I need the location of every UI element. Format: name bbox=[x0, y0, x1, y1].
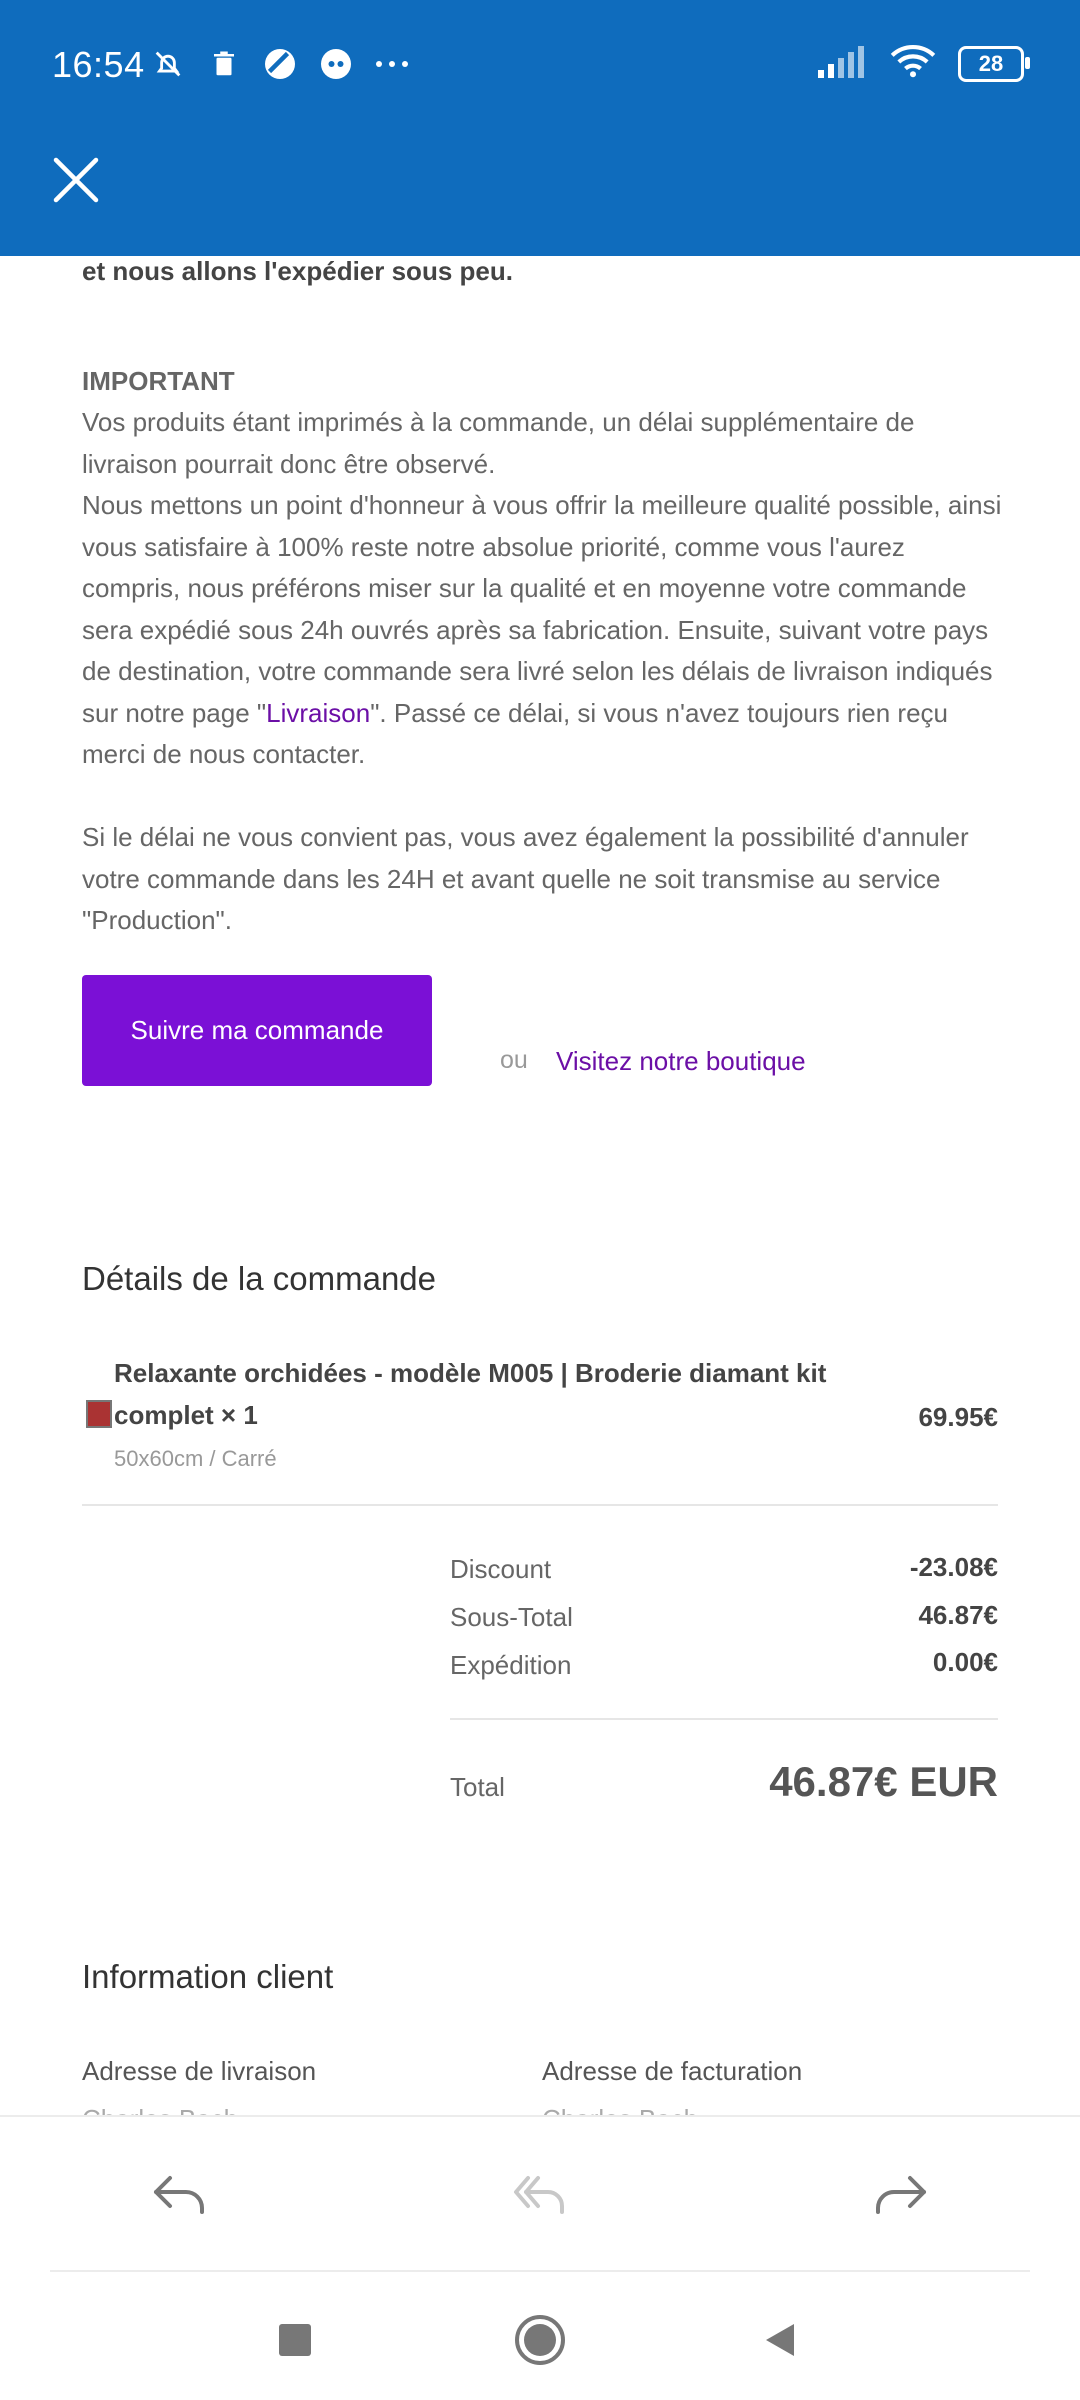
cancel-paragraph: Si le délai ne vous convient pas, vous avez également la possibilité d'annuler votre commande dans les 24H et avant quelle ne soit transmise au service "Production". bbox=[82, 822, 969, 935]
important-heading: IMPORTANT bbox=[82, 366, 235, 396]
trash-icon bbox=[204, 44, 244, 84]
more-icon bbox=[372, 44, 412, 84]
shipping-address-label: Adresse de livraison bbox=[82, 2056, 317, 2086]
back-button[interactable] bbox=[750, 2310, 810, 2370]
discount-label: Discount bbox=[450, 1554, 552, 1584]
total-value: 46.87€ EUR bbox=[769, 1758, 998, 1805]
home-circle-icon bbox=[514, 2314, 566, 2366]
reply-all-icon bbox=[512, 2172, 568, 2216]
back-triangle-icon bbox=[760, 2320, 800, 2360]
status-notification-icons bbox=[148, 44, 412, 84]
mail-action-bar bbox=[0, 2115, 1080, 2272]
square-icon bbox=[277, 2322, 313, 2358]
order-details-heading: Détails de la commande bbox=[82, 1260, 437, 1297]
recents-button[interactable] bbox=[265, 2310, 325, 2370]
or-text: ou bbox=[500, 1046, 528, 1074]
important-paragraph-2 bbox=[82, 485, 1002, 776]
nav-separator bbox=[50, 2270, 1030, 2272]
discount-value: -23.08€ bbox=[909, 1552, 998, 1582]
reply-button[interactable] bbox=[145, 2159, 215, 2229]
product-title: Relaxante orchidées - modèle M005 | Broderie diamant kit complet × 1 bbox=[114, 1358, 827, 1430]
game-icon bbox=[316, 44, 356, 84]
status-system-icons bbox=[818, 44, 1024, 83]
app-header bbox=[0, 0, 1080, 256]
billing-address-label: Adresse de facturation bbox=[542, 2056, 803, 2086]
app-icon bbox=[260, 44, 300, 84]
important-text-before: Nous mettons un point d'honneur à vous offrir la meilleure qualité possible, ainsi vous satisfaire à 100% reste notre absolue priorité, comme vous l'aurez compris, nous préférons miser sur la qualité et en moyenne votre commande sera expédié sous 24h ouvrés après sa fabrication. Ensuite, suivant votre pays de destination, votre commande sera livré selon les délais de livraison indiqués sur notre page " bbox=[82, 490, 1002, 728]
subtotal-value: 46.87€ bbox=[918, 1600, 998, 1630]
forward-button[interactable] bbox=[865, 2159, 935, 2229]
battery-indicator: 28 bbox=[958, 46, 1024, 82]
total-label: Total bbox=[450, 1772, 505, 1802]
signal-icon bbox=[818, 44, 868, 83]
summary-divider bbox=[450, 1718, 998, 1720]
important-paragraph-1: Vos produits étant imprimés à la commande, un délai supplémentaire de livraison pourrait donc être observé. bbox=[82, 407, 915, 479]
close-button[interactable] bbox=[48, 152, 104, 208]
important-text-after: ". Passé ce délai, si vous n'avez toujours rien reçu merci de nous contacter. bbox=[82, 697, 949, 769]
visit-shop-link[interactable]: Visitez notre boutique bbox=[556, 1046, 806, 1076]
customer-info-heading: Information client bbox=[82, 1958, 334, 1995]
track-order-button[interactable]: Suivre ma commande bbox=[82, 975, 432, 1086]
system-nav-bar bbox=[0, 2270, 1080, 2400]
item-divider bbox=[82, 1504, 998, 1506]
close-icon bbox=[48, 152, 104, 208]
shipping-label: Expédition bbox=[450, 1650, 572, 1680]
subtotal-label: Sous-Total bbox=[450, 1602, 573, 1632]
status-time: 16:54 bbox=[52, 44, 145, 85]
delivery-link[interactable]: Livraison bbox=[266, 697, 371, 728]
bell-off-icon bbox=[148, 44, 188, 84]
wifi-icon bbox=[890, 44, 936, 83]
forward-icon bbox=[872, 2172, 928, 2216]
home-button[interactable] bbox=[510, 2310, 570, 2370]
product-variant: 50x60cm / Carré bbox=[114, 1446, 277, 1471]
product-thumbnail bbox=[86, 1400, 112, 1428]
intro-line: et nous allons l'expédier sous peu. bbox=[82, 256, 513, 286]
reply-all-button[interactable] bbox=[505, 2159, 575, 2229]
reply-icon bbox=[152, 2172, 208, 2216]
product-price: 69.95€ bbox=[918, 1402, 998, 1432]
shipping-value: 0.00€ bbox=[932, 1647, 998, 1677]
